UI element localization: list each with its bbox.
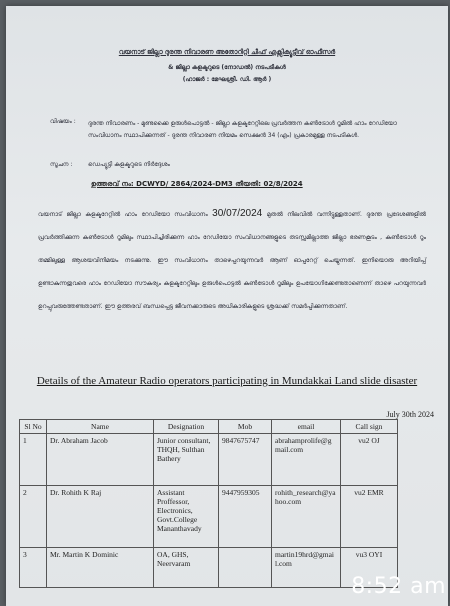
cell-name: Mr. Martin K Dominic: [47, 548, 154, 588]
header-mob: Mob: [219, 420, 272, 434]
cell-call-sign: vu3 OYI: [341, 548, 398, 588]
cell-designation: OA, GHS, Neervaram: [154, 548, 219, 588]
body-date: 30/07/2024: [212, 208, 263, 219]
body-before-date: വയനാട് ജില്ലാ കളക്ടറേറ്റിൽ ഹാം റേഡിയോ സംവിധാനം: [38, 211, 208, 218]
letterhead-line-3: (ഹാജർ : മേഘശ്രീ. ഡി. ആർ ): [182, 76, 272, 83]
order-number-line: ഉത്തരവ് നം: DCWYD/ 2864/2024-DM3 തീയതി: 02/8/2024: [91, 180, 303, 188]
table-title: Details of the Amateur Radio operators participating in Mundakkai Land slide disaster: [36, 375, 418, 387]
table-row: [20, 486, 398, 548]
document-page: [6, 6, 448, 606]
cell-sl-no: 3: [20, 548, 47, 588]
header-email: email: [272, 420, 341, 434]
table-row: [20, 434, 398, 486]
cell-mob: [219, 548, 272, 588]
cell-email: rohith_research@yahoo.com: [272, 486, 341, 548]
cell-email: abrahamprolife@gmail.com: [272, 434, 341, 486]
status-time: 8:52 am: [351, 574, 446, 599]
cell-name: Dr. Abraham Jacob: [47, 434, 154, 486]
header-call-sign: Call sign: [341, 420, 398, 434]
cell-sl-no: 1: [20, 434, 47, 486]
body-paragraph: [38, 202, 426, 318]
cell-sl-no: 2: [20, 486, 47, 548]
cell-mob: 9447959305: [219, 486, 272, 548]
header-name: Name: [47, 420, 154, 434]
table-row: [20, 548, 398, 588]
letterhead-line-2: & ജില്ലാ കളക്ടറുടെ (നോഡൽ) നടപടികൾ: [168, 64, 286, 71]
reference-label: സൂചന :: [50, 161, 73, 168]
subject-text: ദുരന്ത നിവാരണം - മുണ്ടക്കൈ ഉരുൾപൊട്ടൽ - ജില്ലാ കളക്ടറേറ്റിലെ പ്രവർത്തന കൺട്രോൾ റൂമിൽ ഹാം റേഡിയോ സംവിധാനം സ്ഥാപിക്കുന്നത് - ദുരന്ത നിവാരണ നിയമം സെക്ഷൻ 34 (എം) പ്രകാരമുള്ള നടപടികൾ.: [88, 120, 397, 139]
header-designation: Designation: [154, 420, 219, 434]
reference-text: ഡെപ്യൂട്ടി കളക്ടറുടെ നിർദ്ദേശം: [88, 161, 170, 168]
cell-mob: 9847675747: [219, 434, 272, 486]
header-sl-no: Sl No: [20, 420, 47, 434]
subject-label: വിഷയം :: [50, 118, 76, 125]
operators-table: [19, 419, 398, 588]
cell-email: martin19hrd@gmail.com: [272, 548, 341, 588]
cell-designation: Junior consultant, THQH, Sulthan Bathery: [154, 434, 219, 486]
cell-call-sign: vu2 EMR: [341, 486, 398, 548]
table-header-row: [20, 420, 398, 434]
table-date: July 30th 2024: [386, 410, 434, 419]
letterhead-line-1: വയനാട് ജില്ലാ ദുരന്ത നിവാരണ അതോറിറ്റി ചീഫ് എക്സിക്യൂട്ടീവ് ഓഫീസർ: [118, 48, 336, 56]
cell-name: Dr. Rohith K Raj: [47, 486, 154, 548]
cell-designation: Assistant Proffessor, Electronics, Govt.College Mananthavady: [154, 486, 219, 548]
body-after-date: മുതൽ നിലവിൽ വന്നിട്ടുള്ളതാണ്. ദുരന്ത പ്രദേശങ്ങളിൽ പ്രവർത്തിക്കുന്ന കൺട്രോൾ റൂമിലും സ്ഥാപിച്ചിരിക്കുന്ന ഹാം റേഡിയോ സംവിധാനങ്ങളുടെ തടസ്സമില്ലാത്ത ജില്ലാ ഭരണകൂടം , കൺട്രോൾ റൂം തമ്മിലുള്ള ആശയവിനിമയം നടക്കുന്നു. ഈ സംവിധാനം താഴെപ്പറയുന്നവർ ആണ് ഓപ്പറേറ്റ് ചെയ്യുന്നത്. ഇനിയൊരു അറിയിപ്പ് ഉണ്ടാകുന്നതുവരെ ഹാം റേഡിയോ സൗകര്യം കളക്ടറേറ്റിലും ഉരുൾപൊട്ടൽ കൺട്രോൾ റൂമിലും ഉപയോഗിക്കേണ്ടതാണെന്ന് താഴെ പറയുന്നവർ ഉറപ്പുവരുത്തേണ്ടതാണ്. ഈ ഉത്തരവ് ബന്ധപ്പെട്ട ജീവനക്കാരുടെ അധികാരികളുടെ ശ്രദ്ധക്ക് സമർപ്പിക്കുന്നതാണ്.: [38, 211, 426, 310]
cell-call-sign: vu2 OJ: [341, 434, 398, 486]
